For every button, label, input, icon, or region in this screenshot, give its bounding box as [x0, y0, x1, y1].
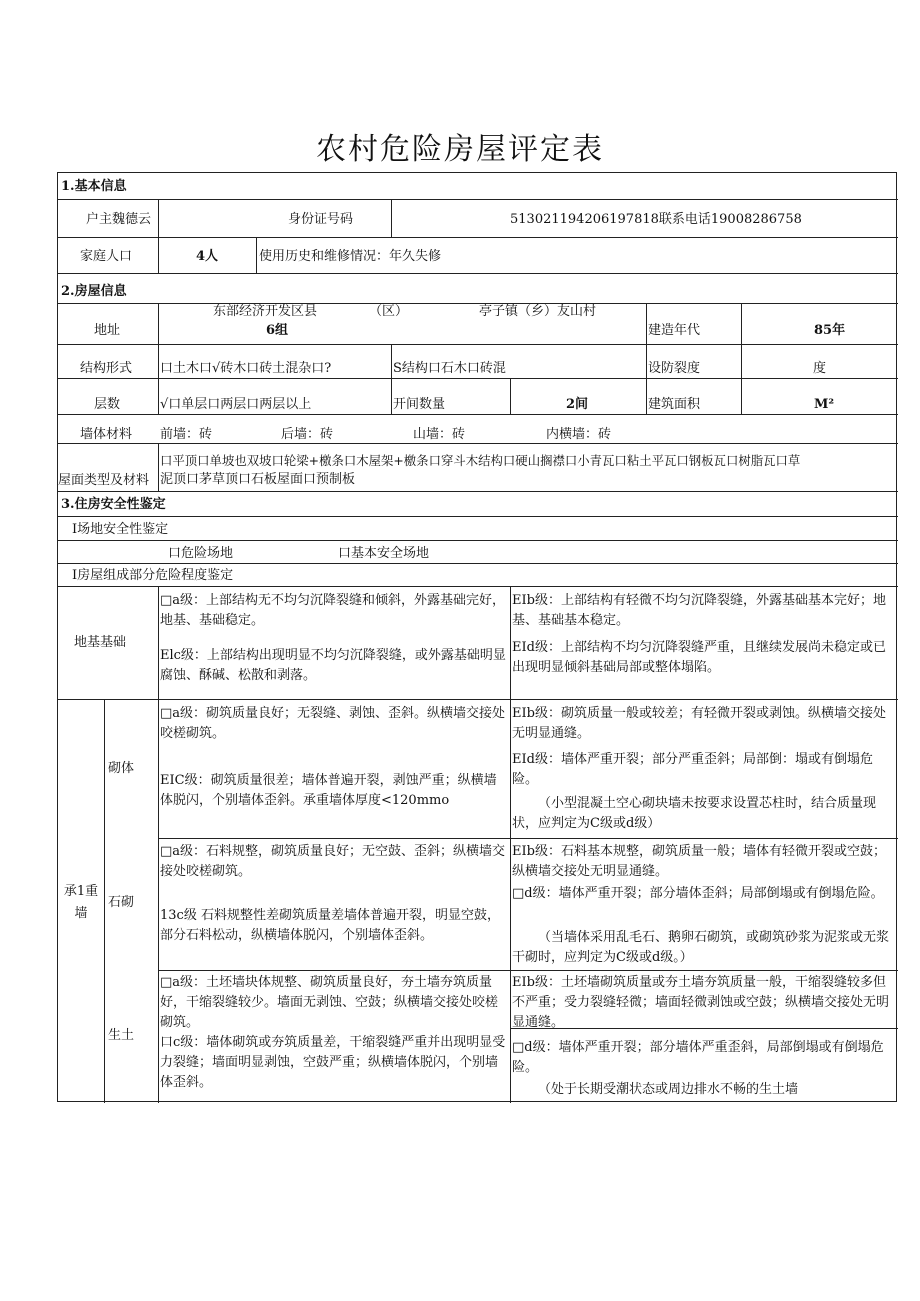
- section-house-info: 2.房屋信息: [61, 284, 127, 299]
- masonry-note: （小型混凝土空心砌块墙未按要求设置芯柱时，结合质量现状，应判定为C级或d级）: [512, 796, 877, 831]
- address-label: 地址: [94, 323, 121, 338]
- area-value: M²: [814, 397, 835, 412]
- structure-options-b: S结构口石木口砖混: [393, 361, 506, 376]
- earth-grade-d: □d级：墙体严重开裂；部分墙体严重歪斜，局部倒塌或有倒塌危险。: [512, 1040, 884, 1075]
- foundation-grade-c: Elc级：上部结构出现明显不均匀沉降裂缝，或外露基础明显腐蚀、酥碱、松散和剥落。: [160, 648, 506, 683]
- address-town: 亭子镇（乡）友山村: [479, 304, 597, 319]
- section-basic-info: 1.基本信息: [61, 179, 127, 194]
- foundation-grade-b: EIb级：上部结构有轻微不均匀沉降裂缝，外露基础基本完好；地基、基础基本稳定。: [512, 593, 886, 628]
- stone-note: （当墙体采用乱毛石、鹅卵石砌筑，或砌筑砂浆为泥浆或无浆干砌时，应判定为C级或d级。）: [512, 930, 890, 965]
- foundation-grade-d: EId级：上部结构不均匀沉降裂缝严重，且继续发展尚未稳定或已出现明显倾斜基础局部或整体塌陷。: [512, 640, 886, 675]
- family-label: 家庭人口: [80, 249, 133, 264]
- masonry-grade-a: □a级：砌筑质量良好；无裂缝、剥蚀、歪斜。纵横墙交接处咬槎砌筑。: [160, 706, 506, 741]
- foundation-grade-a: □a级：上部结构无不均匀沉降裂缝和倾斜，外露基础完好，地基、基础稳定。: [160, 593, 506, 628]
- wall-material-label: 墙体材料: [80, 427, 133, 442]
- bays-label: 开间数量: [393, 397, 446, 412]
- foundation-label: 地基基础: [74, 635, 127, 650]
- fortify-value: 度: [813, 361, 827, 376]
- masonry-grade-b: EIb级：砌筑质量一般或较差；有轻微开裂或剥蚀。纵横墙交接处无明显通缝。: [512, 706, 886, 741]
- roof-label: 屋面类型及材料: [58, 473, 150, 488]
- floors-options: √口单层口两层口两层以上: [160, 397, 312, 412]
- section-safety: 3.住房安全性鉴定: [61, 497, 166, 512]
- family-value: 4人: [196, 249, 219, 264]
- stone-grade-d: □d级：墙体严重开裂；部分墙体歪斜；局部倒塌或有倒塌危险。: [512, 886, 884, 901]
- usage-history: 使用历史和维修情况：年久失修: [259, 249, 442, 264]
- wall-gable: 山墙：砖: [413, 427, 466, 442]
- site-danger-option: 口危险场地: [168, 546, 234, 561]
- structure-label: 结构形式: [80, 361, 133, 376]
- address-group: 6组: [266, 323, 289, 338]
- area-label: 建筑面积: [648, 397, 701, 412]
- stone-grade-a: □a级：石料规整，砌筑质量良好；无空鼓、歪斜；纵横墙交接处咬槎砌筑。: [160, 844, 506, 879]
- roof-options-line1: 口平顶口单坡也双坡口轮梁+檄条口木屋架+檄条口穿斗木结构口硬山搁襟口小青瓦口粘土平瓦口钢板瓦口树脂瓦口草: [160, 453, 801, 468]
- roof-options-line2: 泥顶口茅草顶口石板屋面口预制板: [160, 472, 356, 487]
- assessment-form: [57, 172, 897, 1102]
- address-county: 东部经济开发区县: [213, 304, 318, 319]
- earth-grade-b: EIb级：土坯墙砌筑质量或夯土墙夯筑质量一般，干缩裂缝较多但不严重；受力裂缝轻微；墙面轻微剥蚀或空鼓；纵横墙交接处无明显通缝。: [512, 975, 890, 1030]
- parts-title: I房屋组成部分危险程度鉴定: [72, 568, 234, 583]
- owner-name: 户主魏德云: [86, 212, 152, 227]
- built-year-value: 85年: [814, 323, 846, 338]
- address-district: （区）: [369, 304, 409, 319]
- page-title: 农村危险房屋评定表: [316, 132, 604, 167]
- floors-label: 层数: [94, 397, 121, 412]
- built-year-label: 建造年代: [648, 323, 701, 338]
- wall-inner: 内横墙：砖: [546, 427, 612, 442]
- wall-front: 前墙：砖: [160, 427, 213, 442]
- site-basic-option: 口基本安全场地: [338, 546, 430, 561]
- earth-note: （处于长期受潮状态或周边排水不畅的生土墙: [538, 1082, 799, 1097]
- earth-grade-a: □a级：土坯墙块体规整、砌筑质量良好，夯土墙夯筑质量好，干缩裂缝较少。墙面无剥蚀、空鼓；纵横墙交接处咬槎砌筑。: [160, 975, 499, 1030]
- id-value: 513021194206197818联系电话19008286758: [510, 212, 802, 227]
- stone-grade-b: EIb级：石料基本规整，砌筑质量一般；墙体有轻微开裂或空鼓；纵横墙交接处无明显通缝。: [512, 844, 886, 879]
- stone-label: 石砌: [108, 895, 135, 910]
- earth-label: 生土: [108, 1028, 135, 1043]
- bays-value: 2间: [566, 397, 589, 412]
- masonry-label: 砌体: [108, 761, 135, 776]
- masonry-grade-c: EIC级：砌筑质量很差；墙体普遍开裂，剥蚀严重；纵横墙体脱闪，个别墙体歪斜。承重墙体厚度<120mmo: [160, 773, 497, 808]
- structure-options-a: 口土木口√砖木口砖土混杂口?: [160, 361, 332, 376]
- earth-grade-c: 口c级：墙体砌筑或夯筑质量差，干缩裂缝严重并出现明显受力裂缝；墙面明显剥蚀，空鼓严重；纵横墙体脱闪，个别墙体歪斜。: [160, 1035, 506, 1090]
- wall-back: 后墙：砖: [281, 427, 334, 442]
- stone-grade-c: 13c级 石料规整性差砌筑质量差墙体普遍开裂，明显空鼓，部分石料松动，纵横墙体脱闪，个别墙体歪斜。: [160, 908, 500, 943]
- site-safety-title: I场地安全性鉴定: [72, 522, 169, 537]
- id-label: 身份证号码: [288, 212, 354, 227]
- load-bearing-wall-label: 承1重墙: [63, 884, 99, 921]
- fortify-label: 设防裂度: [648, 361, 701, 376]
- masonry-grade-d: EId级：墙体严重开裂；部分严重歪斜；局部倒：塌或有倒塌危险。: [512, 752, 873, 787]
